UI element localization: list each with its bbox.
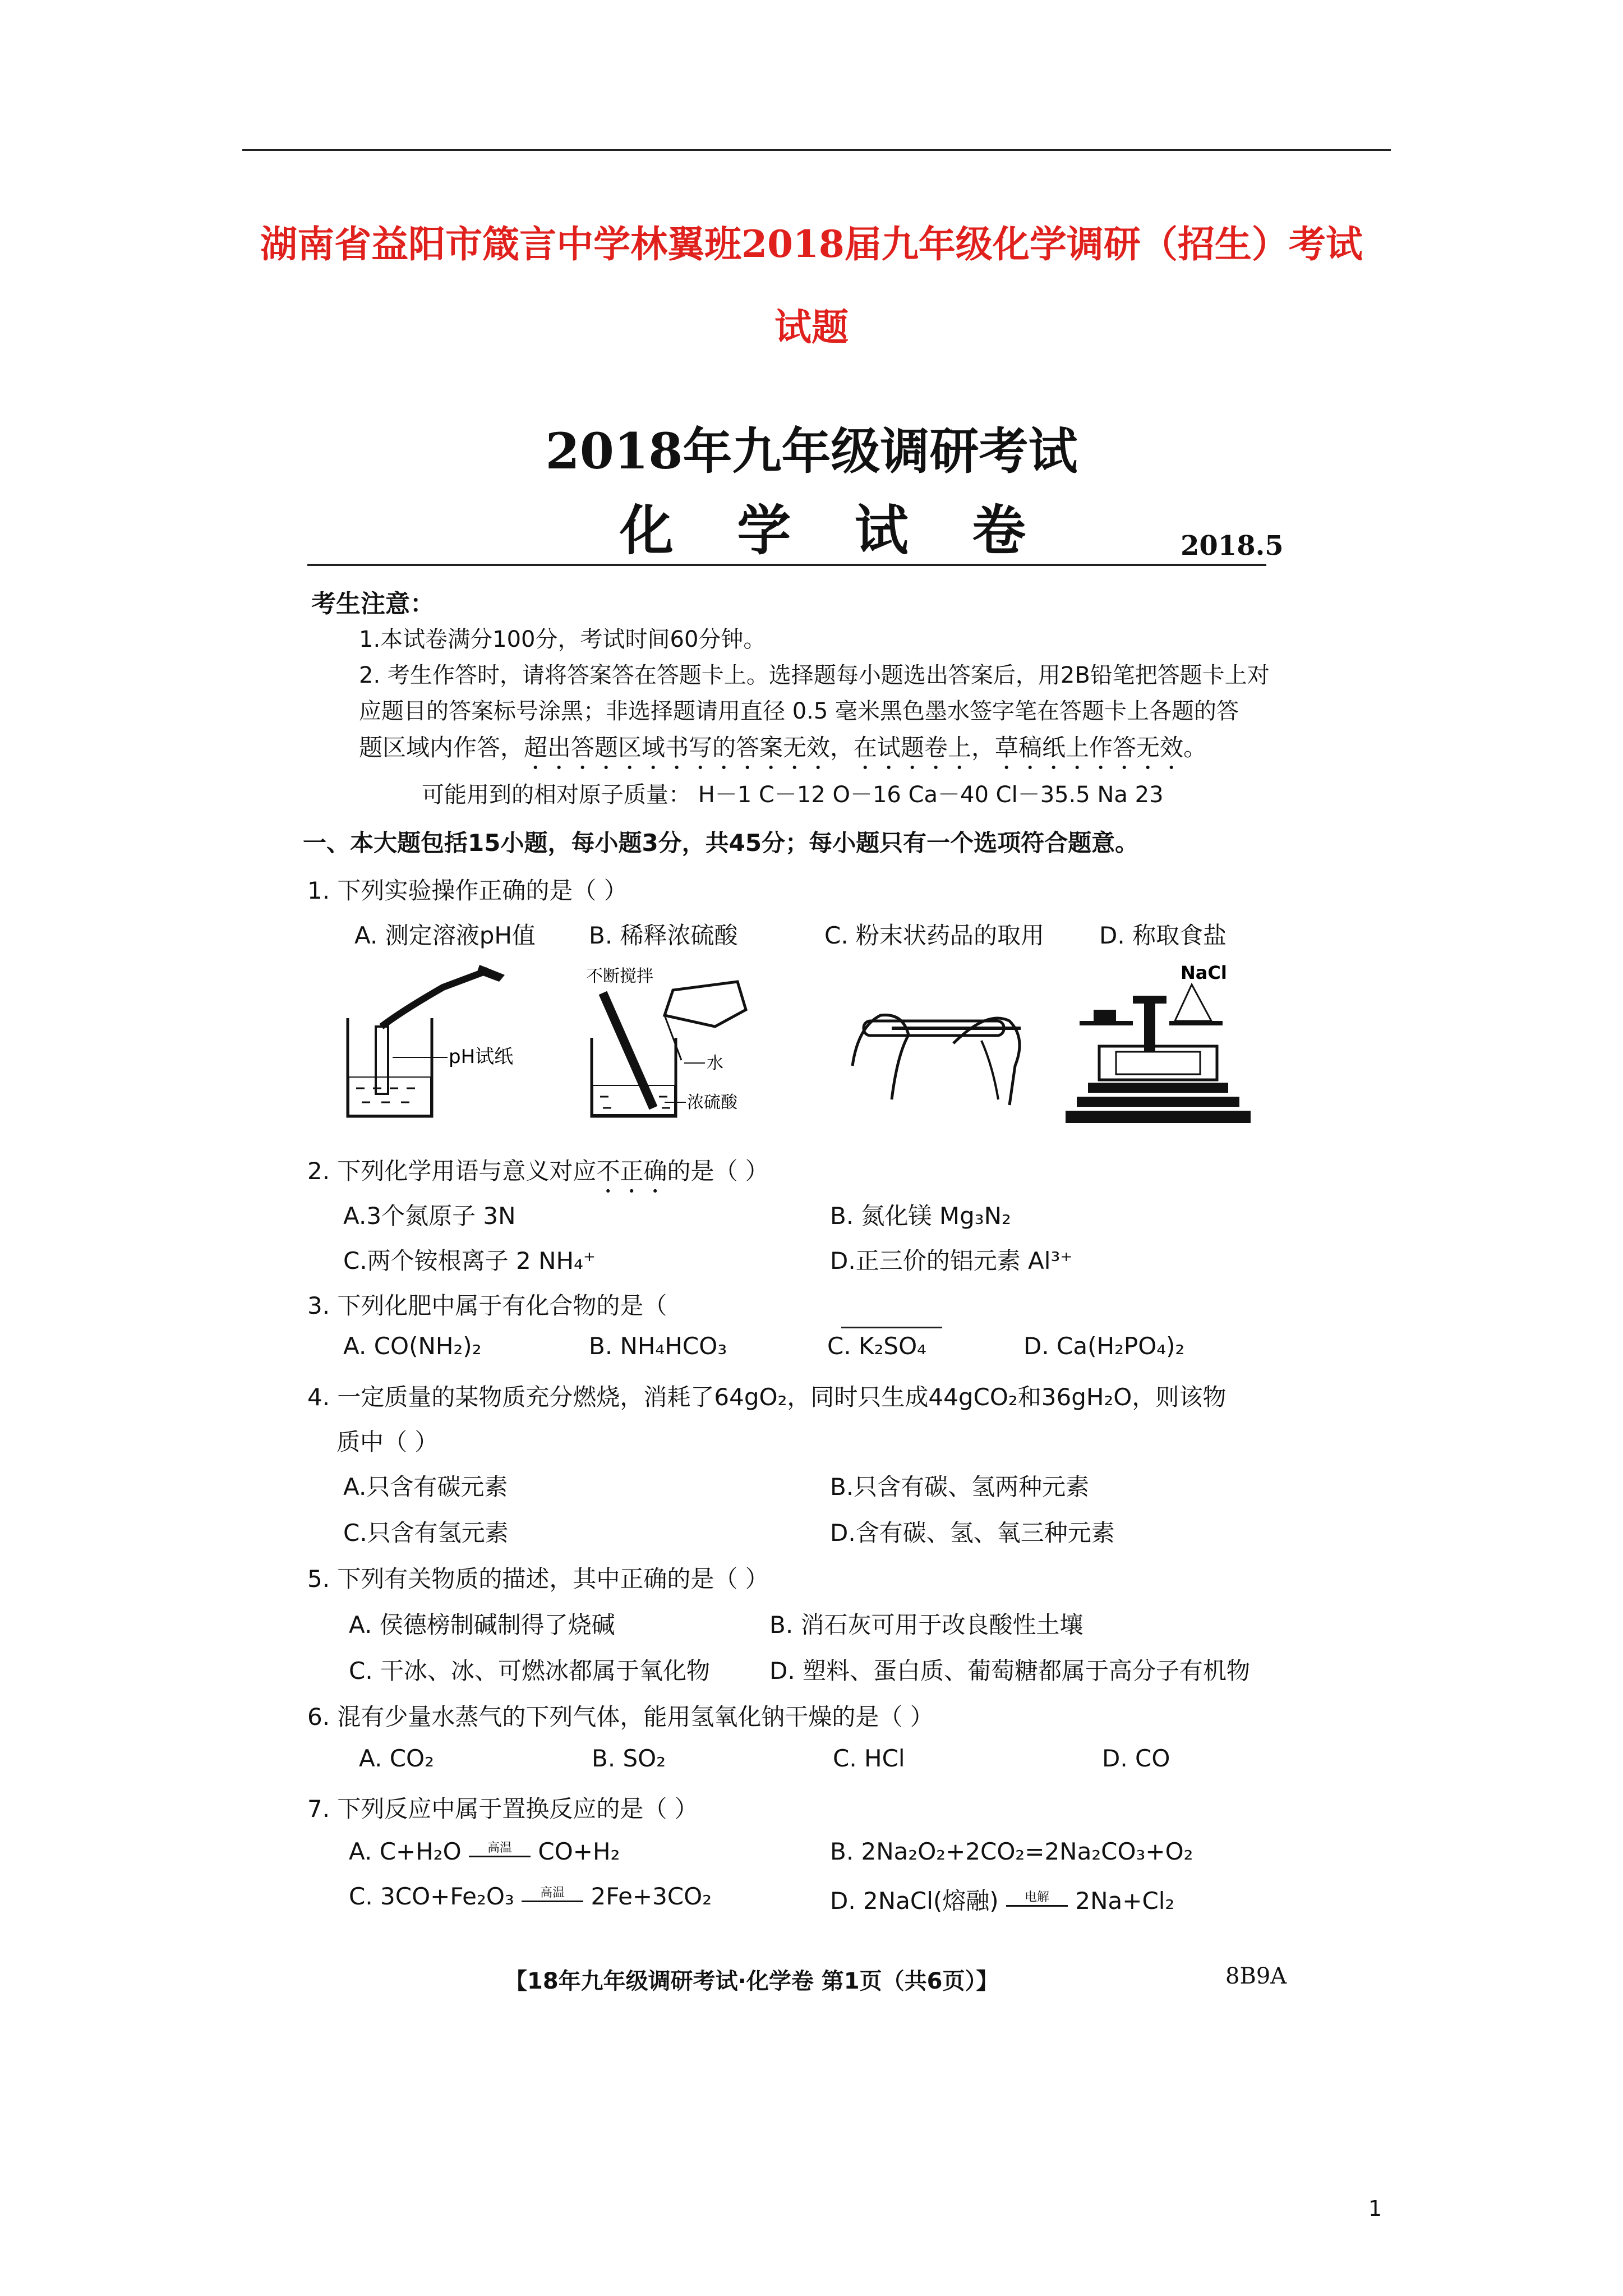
notice-heading: 考生注意： xyxy=(311,590,435,618)
q1-label-conc-acid: 浓硫酸 xyxy=(687,1093,737,1112)
q2-option-c: C.两个铵根离子 2 NH₄⁺ xyxy=(343,1247,596,1274)
q2-stem-emph: 不正确 xyxy=(596,1157,667,1185)
page-number: 1 xyxy=(1368,2196,1382,2221)
notice-item-2a: 2. 考生作答时，请将答案答在答题卡上。选择题每小题选出答案后，用2B铅笔把答题卡上对 xyxy=(359,662,1270,688)
q5-option-a: A. 侯德榜制碱制得了烧碱 xyxy=(349,1611,615,1639)
exam-title: 2018年九年级调研考试 xyxy=(545,422,1078,480)
q4-stem-line2: 质中（ ） xyxy=(336,1428,439,1456)
notice-item-1: 1.本试卷满分100分，考试时间60分钟。 xyxy=(359,627,766,652)
q2-stem xyxy=(307,1153,769,1198)
q7-d-reactants: D. 2NaCl(熔融) xyxy=(830,1887,999,1915)
q2-stem-pre: 2. 下列化学用语与意义对应 xyxy=(307,1157,597,1185)
q7-option-d xyxy=(830,1883,1174,1916)
q7-c-products: 2Fe+3CO₂ xyxy=(591,1883,712,1910)
q1-option-c: C. 粉末状药品的取用 xyxy=(824,922,1045,949)
atomic-masses: 可能用到的相对原子质量： H－1 C－12 O－16 Ca－40 Cl－35.5 Na 23 xyxy=(422,782,1164,808)
q3-option-a: A. CO(NH₂)₂ xyxy=(343,1332,482,1360)
q6-option-c: C. HCl xyxy=(833,1745,905,1772)
q4-option-b: B.只含有碳、氢两种元素 xyxy=(830,1473,1090,1501)
q1-label-water: 水 xyxy=(707,1053,723,1073)
q1-figure-c-powder xyxy=(841,987,1043,1111)
q7-d-condition: 电解 xyxy=(1025,1890,1050,1904)
notice-item-2c xyxy=(359,729,1207,775)
header-rule xyxy=(242,149,1391,151)
q7-c-reactants: C. 3CO+Fe₂O₃ xyxy=(349,1883,514,1910)
q7-d-arrow xyxy=(1006,1888,1068,1907)
q4-option-a: A.只含有碳元素 xyxy=(343,1473,508,1501)
q5-option-b: B. 消石灰可用于改良酸性土壤 xyxy=(769,1611,1083,1639)
q7-a-condition: 高温 xyxy=(487,1841,513,1855)
q1-option-a: A. 测定溶液pH值 xyxy=(354,922,536,949)
q1-figure-a-ph-test xyxy=(336,965,538,1128)
q1-label-nacl: NaCl xyxy=(1181,962,1227,983)
q7-d-products: 2Na+Cl₂ xyxy=(1075,1887,1175,1915)
notice-2c-mid: ， xyxy=(830,734,854,761)
q1-stem: 1. 下列实验操作正确的是（ ） xyxy=(307,877,628,904)
q7-a-reactants: A. C+H₂O xyxy=(349,1838,462,1865)
q7-option-a xyxy=(349,1838,620,1865)
q5-option-d: D. 塑料、蛋白质、葡萄糖都属于高分子有机物 xyxy=(769,1657,1251,1685)
notice-2c-emph1: 超出答题区域书写的答案无效 xyxy=(524,734,831,761)
q4-stem-line1: 4. 一定质量的某物质充分燃烧，消耗了64gO₂，同时只生成44gCO₂和36gH₂O，则该物 xyxy=(307,1383,1227,1411)
q3-stem: 3. 下列化肥中属于有化合物的是（ xyxy=(307,1292,667,1319)
q7-a-products: CO+H₂ xyxy=(538,1838,620,1865)
notice-2c-emph2: 在试题卷上，草稿纸上作答无效 xyxy=(854,734,1184,761)
q5-option-c: C. 干冰、冰、可燃冰都属于氧化物 xyxy=(349,1657,711,1685)
q7-option-b: B. 2Na₂O₂+2CO₂=2Na₂CO₃+O₂ xyxy=(830,1838,1193,1865)
page-footer-code: 8B9A xyxy=(1225,1963,1287,1989)
q3-option-d: D. Ca(H₂PO₄)₂ xyxy=(1023,1332,1185,1360)
q7-option-c xyxy=(349,1883,712,1910)
q3-option-c: C. K₂SO₄ xyxy=(827,1332,926,1360)
q3-option-c-overline xyxy=(841,1327,942,1328)
q7-a-arrow xyxy=(469,1838,531,1857)
q5-stem: 5. 下列有关物质的描述，其中正确的是（ ） xyxy=(307,1565,769,1593)
q2-option-a: A.3个氮原子 3N xyxy=(343,1202,516,1230)
q1-option-b: B. 稀释浓硫酸 xyxy=(589,922,738,949)
q7-c-condition: 高温 xyxy=(540,1886,565,1900)
q7-c-arrow xyxy=(522,1883,583,1902)
q1-option-d: D. 称取食盐 xyxy=(1099,922,1227,949)
q2-stem-post: 的是（ ） xyxy=(667,1157,769,1185)
section-heading: 一、本大题包括15小题，每小题3分，共45分；每小题只有一个选项符合题意。 xyxy=(303,829,1139,857)
q1-label-ph-paper: pH试纸 xyxy=(449,1046,514,1068)
q6-option-d: D. CO xyxy=(1102,1745,1170,1772)
q1-figure-b-dilute-acid xyxy=(580,965,771,1128)
exam-date: 2018.5 xyxy=(1181,530,1284,562)
title-rule xyxy=(307,564,1266,566)
q2-option-d: D.正三价的铝元素 Al³⁺ xyxy=(830,1247,1073,1274)
q4-option-d: D.含有碳、氢、氧三种元素 xyxy=(830,1519,1115,1547)
notice-2c-end: 。 xyxy=(1183,734,1207,761)
q7-stem: 7. 下列反应中属于置换反应的是（ ） xyxy=(307,1795,698,1823)
q6-stem: 6. 混有少量水蒸气的下列气体，能用氢氧化钠干燥的是（ ） xyxy=(307,1703,934,1731)
q4-option-c: C.只含有氢元素 xyxy=(343,1519,509,1547)
q6-option-b: B. SO₂ xyxy=(592,1745,666,1772)
document-title-line1: 湖南省益阳市箴言中学林翼班2018届九年级化学调研（招生）考试 xyxy=(260,222,1363,266)
notice-item-2b: 应题目的答案标号涂黑；非选择题请用直径 0.5 毫米黑色墨水签字笔在答题卡上各题的答 xyxy=(359,698,1239,724)
q3-option-b: B. NH₄HCO₃ xyxy=(589,1332,727,1360)
notice-2c-pre: 题区域内作答， xyxy=(359,734,524,761)
page-footer: 【18年九年级调研考试·化学卷 第1页（共6页）】 xyxy=(505,1968,999,1994)
document-title-line2: 试题 xyxy=(774,305,849,349)
q2-option-b: B. 氮化镁 Mg₃N₂ xyxy=(830,1202,1011,1230)
exam-subtitle: 化 学 试 卷 xyxy=(619,499,1049,562)
q6-option-a: A. CO₂ xyxy=(359,1745,434,1772)
q1-figure-d-balance xyxy=(1066,962,1256,1130)
q1-label-stir: 不断搅拌 xyxy=(586,967,653,986)
